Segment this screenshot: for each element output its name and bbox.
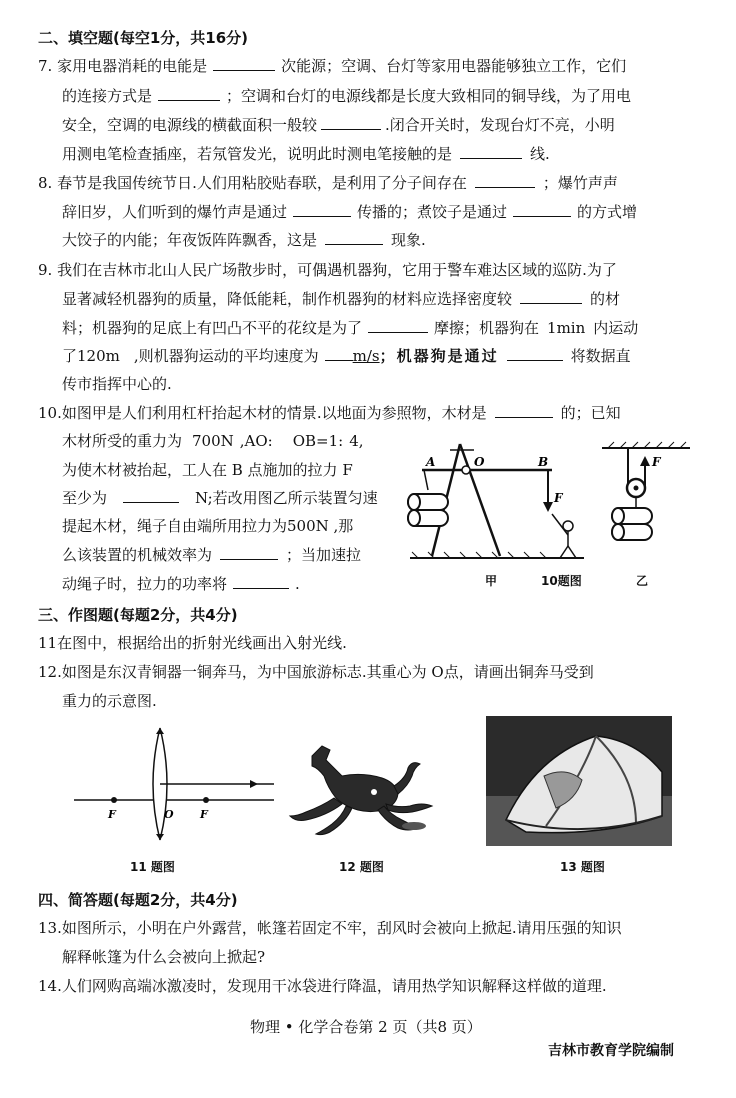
label-point-a: A bbox=[426, 455, 436, 469]
q12-line2: 重力的示意图. bbox=[62, 692, 157, 710]
figure-caption-13: 13 题图 bbox=[560, 860, 605, 874]
answer-blank[interactable] bbox=[325, 346, 353, 361]
q9-line1: 9. 我们在吉林市北山人民广场散步时，可偶遇机器狗，它用于警车难达区域的巡防.为了 bbox=[38, 261, 617, 279]
answer-blank[interactable] bbox=[293, 202, 351, 217]
q10-line3: 为使木材被抬起，工人在 B 点施加的拉力 F bbox=[62, 461, 353, 479]
q7-line2: 的连接方式是 ；空调和台灯的电源线都是长度大致相同的铜导线，为了用电 bbox=[62, 87, 632, 105]
answer-blank[interactable] bbox=[233, 574, 289, 589]
q10-line2: 木材所受的重力为 700N ,AO: OB=1: 4, bbox=[62, 432, 364, 450]
figure-caption-12: 12 题图 bbox=[339, 860, 384, 874]
figure-10-pulley-diagram bbox=[598, 440, 694, 560]
figure-caption-10: 10题图 bbox=[541, 574, 582, 588]
q9-line4: 了120m ,则机器狗运动的平均速度为 m/s；机器狗是通过 将数据直 bbox=[62, 347, 631, 365]
label-optical-center: O bbox=[164, 808, 174, 821]
section-heading-fill-blank: 二、填空题(每空1分，共16分) bbox=[38, 29, 249, 47]
figure-10-lever-diagram bbox=[404, 440, 590, 560]
q10-line5: 提起木材，绳子自由端所用拉力为500N ,那 bbox=[62, 517, 354, 535]
answer-blank[interactable] bbox=[220, 545, 278, 560]
label-focus-right: F bbox=[200, 808, 208, 821]
answer-blank[interactable] bbox=[213, 56, 275, 71]
q10-line6: 么该装置的机械效率为 ；当加速拉 bbox=[62, 546, 362, 564]
answer-blank[interactable] bbox=[321, 115, 381, 130]
label-point-b: B bbox=[538, 455, 549, 469]
answer-blank[interactable] bbox=[158, 86, 220, 101]
q7-line4: 用测电笔检查插座，若氖管发光，说明此时测电笔接触的是 线. bbox=[62, 145, 550, 163]
figure-caption-jia: 甲 bbox=[485, 574, 498, 588]
answer-blank[interactable] bbox=[475, 173, 535, 188]
answer-blank[interactable] bbox=[520, 289, 582, 304]
section-heading-drawing: 三、作图题(每题2分，共4分) bbox=[38, 606, 238, 624]
figure-13-tent-photo bbox=[486, 716, 672, 846]
q8-line3: 大饺子的内能；年夜饭阵阵飘香，这是 现象. bbox=[62, 231, 426, 249]
q8-line2: 辞旧岁，人们听到的爆竹声是通过 传播的；煮饺子是通过 的方式增 bbox=[62, 203, 638, 221]
answer-blank[interactable] bbox=[368, 318, 428, 333]
q11-text: 11在图中，根据给出的折射光线画出入射光线. bbox=[38, 634, 347, 652]
answer-blank[interactable] bbox=[325, 230, 383, 245]
q12-line1: 12.如图是东汉青铜器一铜奔马，为中国旅游标志.其重心为 O点，请画出铜奔马受到 bbox=[38, 663, 594, 681]
q10-line4: 至少为 N;若改用图乙所示装置匀速 bbox=[62, 489, 378, 507]
answer-blank[interactable] bbox=[460, 144, 522, 159]
answer-blank[interactable] bbox=[507, 346, 563, 361]
q8-line1: 8. 春节是我国传统节日.人们用粘胶贴春联，是利用了分子间存在 ；爆竹声声 bbox=[38, 174, 618, 192]
figure-11-lens-diagram bbox=[70, 724, 278, 844]
answer-blank[interactable] bbox=[513, 202, 571, 217]
q14-text: 14.人们网购高端冰激凌时，发现用干冰袋进行降温，请用热学知识解释这样做的道理. bbox=[38, 977, 607, 995]
page-footer: 物理 • 化学合卷第 2 页（共8 页） bbox=[250, 1018, 482, 1036]
label-force-f: F bbox=[554, 491, 563, 505]
q9-line3: 料；机器狗的足底上有凹凸不平的花纹是为了 摩擦；机器狗在 1min 内运动 bbox=[62, 319, 639, 337]
q7-line1: 7. 家用电器消耗的电能是 次能源；空调、台灯等家用电器能够独立工作，它们 bbox=[38, 57, 627, 75]
q10-line1: 10.如图甲是人们利用杠杆抬起木材的情景.以地面为参照物，木材是 的；已知 bbox=[38, 404, 621, 422]
q13-line1: 13.如图所示，小明在户外露营，帐篷若固定不牢，刮风时会被向上掀起.请用压强的知识 bbox=[38, 919, 622, 937]
section-heading-short-answer: 四、简答题(每题2分，共4分) bbox=[38, 891, 238, 909]
publisher-credit: 吉林市教育学院编制 bbox=[548, 1043, 674, 1059]
q13-line2: 解释帐篷为什么会被向上掀起? bbox=[62, 948, 266, 966]
answer-blank[interactable] bbox=[495, 403, 553, 418]
figure-caption-yi: 乙 bbox=[636, 574, 649, 588]
figure-12-bronze-horse-image bbox=[282, 736, 442, 844]
label-point-o: O bbox=[474, 455, 485, 469]
q10-line7: 动绳子时，拉力的功率将 . bbox=[62, 575, 300, 593]
answer-blank[interactable] bbox=[123, 488, 179, 503]
figure-caption-11: 11 题图 bbox=[130, 860, 175, 874]
q7-line3: 安全，空调的电源线的横截面积一般较 .闭合开关时，发现台灯不亮，小明 bbox=[62, 116, 615, 134]
label-force-f2: F bbox=[652, 455, 661, 469]
q9-line2: 显著减轻机器狗的质量，降低能耗，制作机器狗的材料应选择密度较 的材 bbox=[62, 290, 621, 308]
label-focus-left: F bbox=[108, 808, 116, 821]
q9-line5: 传市指挥中心的. bbox=[62, 375, 172, 393]
